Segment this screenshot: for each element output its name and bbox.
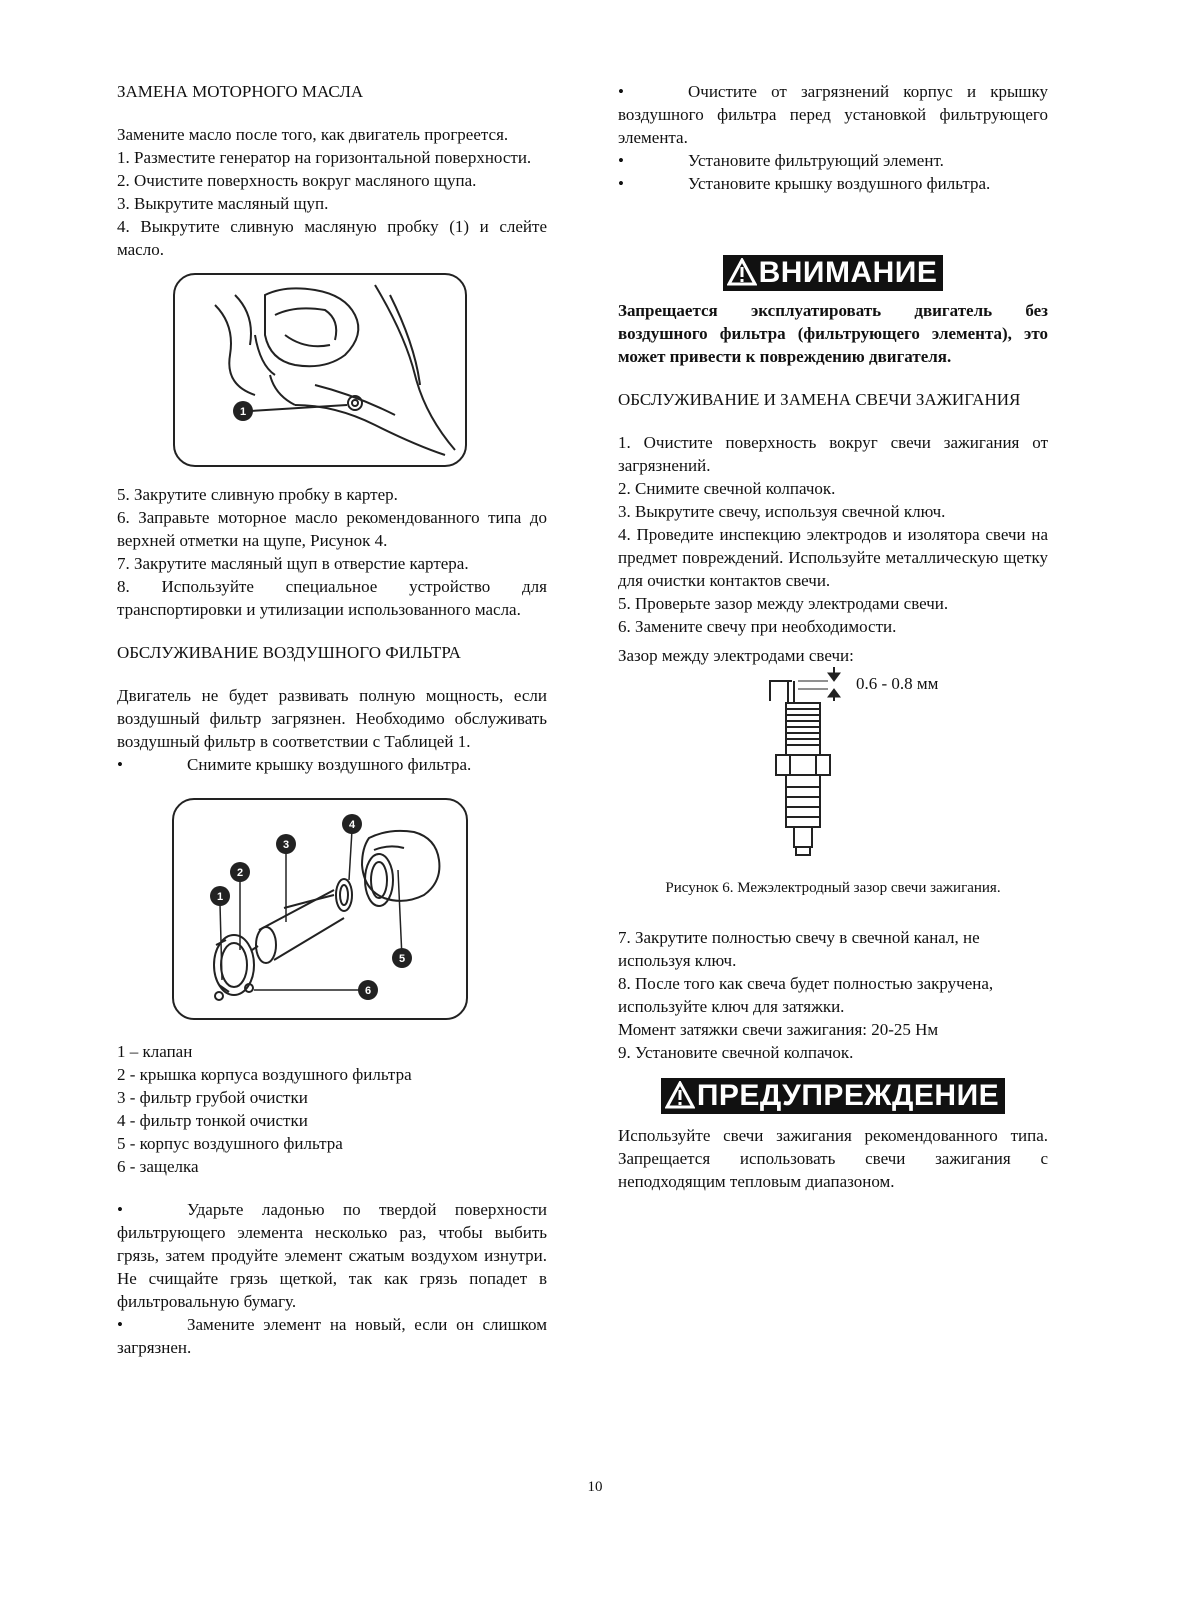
torque-spec: Момент затяжки свечи зажигания: 20-25 Нм [618,1020,939,1039]
spark-step-8: 8. После того как свеча будет полностью закручена, используйте ключ для затяжки. [618,974,994,1016]
right-bullet-install-element [618,149,1048,172]
oil-step-3: 3. Выкрутите масляный щуп. [117,194,329,213]
oil-step-4: 4. Выкрутите сливную масляную пробку (1) и слейте масло. [117,217,547,259]
gap-label: Зазор между электродами свечи: [618,646,854,665]
spark-step-7: 7. Закрутите полностью свечу в свечной канал, не используя ключ. [618,928,980,970]
spark-step-6: 6. Замените свечу при необходимости. [618,617,897,636]
warning-triangle-icon [665,1081,695,1109]
callout-4: 4 [348,819,356,831]
attention-label: ВНИМАНИЕ [758,256,938,289]
callout-2: 2 [236,867,244,879]
part-6: 6 - защелка [117,1157,199,1176]
callout-1: 1 [216,891,224,903]
bullet-dot: • [117,755,123,774]
bullet-text: Ударьте ладонью по твердой поверхности фильтрующего элемента несколько раз, чтобы выбить грязь, затем продуйте элемент сжатым воздухом изнутри. Не счищайте грязь щеткой, так как грязь попадет в фильтровальную бумагу. [117,1200,547,1311]
spark-step-1: 1. Очистите поверхность вокруг свечи зажигания от загрязнений. [618,433,1048,475]
part-3: 3 - фильтр грубой очистки [117,1088,308,1107]
air-bullet-replace [117,1313,547,1359]
spark-step-3: 3. Выкрутите свечу, используя свечной ключ. [618,502,946,521]
oil-step-1: 1. Разместите генератор на горизонтальной поверхности. [117,148,532,167]
callout-6: 6 [364,985,372,997]
right-bullet-clean [618,80,1048,149]
part-1: 1 – клапан [117,1042,193,1061]
air-filter-exploded-illustration [174,800,466,1018]
oil-step-5: 5. Закрутите сливную пробку в картер. [117,485,398,504]
spark-step-5: 5. Проверьте зазор между электродами свечи. [618,594,949,613]
air-filter-figure [172,798,468,1020]
attention-banner-wrap [618,255,1048,291]
warning-banner [661,1078,1005,1114]
left-column [117,80,547,1359]
oil-intro: Замените масло после того, как двигатель прогреется. [117,125,509,144]
bullet-dot: • [618,174,624,193]
oil-step-6: 6. Заправьте моторное масло рекомендованного типа до верхней отметки на щупе, Рисунок 4. [117,508,547,550]
part-4: 4 - фильтр тонкой очистки [117,1111,308,1130]
oil-step-7: 7. Закрутите масляный щуп в отверстие картера. [117,554,469,573]
gap-value: 0.6 - 0.8 мм [856,674,939,693]
page-number: 10 [587,1479,603,1495]
bullet-text: Снимите крышку воздушного фильтра. [187,755,472,774]
bullet-text: Установите крышку воздушного фильтра. [688,174,991,193]
part-5: 5 - корпус воздушного фильтра [117,1134,343,1153]
right-bullet-install-cover [618,172,1048,195]
oil-step-8: 8. Используйте специальное устройство для транспортировки и утилизации использованного масла. [117,577,547,619]
spark-step-9: 9. Установите свечной колпачок. [618,1043,854,1062]
spark-plug-figure [618,667,1048,877]
warning-banner-wrap [618,1078,1048,1114]
warning-text: Используйте свечи зажигания рекомендованного типа. Запрещается использовать свечи зажигания с неподходящим тепловым диапазоном. [618,1126,1048,1191]
engine-drain-plug-illustration [175,275,465,465]
air-bullet-knock-dirt [117,1198,547,1313]
attention-text: Запрещается эксплуатировать двигатель без воздушного фильтра (фильтрующего элемента), это может привести к повреждению двигателя. [618,301,1048,366]
spark-step-2: 2. Снимите свечной колпачок. [618,479,836,498]
oil-drain-figure [173,273,467,467]
right-column [618,80,1048,1193]
callout-3: 3 [282,839,290,851]
attention-banner [723,255,944,291]
spark-step-4: 4. Проведите инспекцию электродов и изолятора свечи на предмет повреждений. Используйте металлическую щетку для очистки контактов свечи. [618,525,1048,590]
spark-plug-illustration [618,667,1048,877]
bullet-text: Очистите от загрязнений корпус и крышку воздушного фильтра перед установкой фильтрующего элемента. [618,82,1048,147]
bullet-dot: • [117,1200,123,1219]
part-2: 2 - крышка корпуса воздушного фильтра [117,1065,412,1084]
air-filter-heading: ОБСЛУЖИВАНИЕ ВОЗДУШНОГО ФИЛЬТРА [117,643,461,662]
drain-plug-callout: 1 [239,406,247,418]
bullet-text: Замените элемент на новый, если он слишком загрязнен. [117,1315,547,1357]
figure-6-caption: Рисунок 6. Межэлектродный зазор свечи зажигания. [665,880,1001,896]
bullet-text: Установите фильтрующий элемент. [688,151,944,170]
bullet-dot: • [618,151,624,170]
air-bullet-remove-cover [117,753,547,776]
warning-triangle-icon [727,258,757,286]
bullet-dot: • [618,82,624,101]
air-filter-intro: Двигатель не будет развивать полную мощность, если воздушный фильтр загрязнен. Необходимо обслуживать воздушный фильтр в соответствии с Таблицей 1. [117,686,547,751]
callout-5: 5 [398,953,406,965]
oil-change-heading: ЗАМЕНА МОТОРНОГО МАСЛА [117,82,364,101]
oil-step-2: 2. Очистите поверхность вокруг масляного щупа. [117,171,477,190]
spark-plug-heading: ОБСЛУЖИВАНИЕ И ЗАМЕНА СВЕЧИ ЗАЖИГАНИЯ [618,390,1021,409]
warning-label: ПРЕДУПРЕЖДЕНИЕ [696,1079,1000,1112]
bullet-dot: • [117,1315,123,1334]
